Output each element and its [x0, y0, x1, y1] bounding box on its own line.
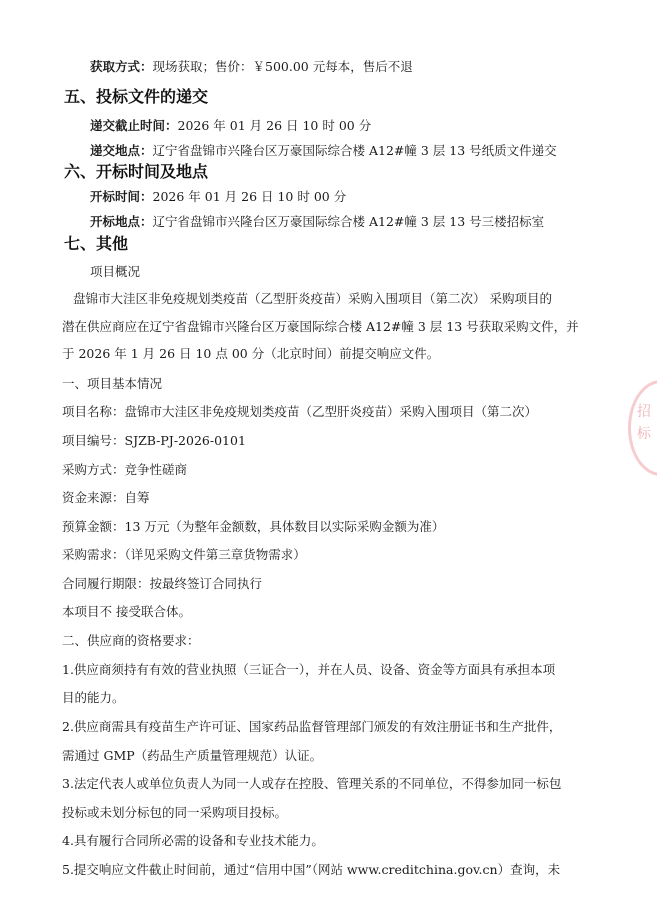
qualification-line: 4.具有履行合同所必需的设备和专业技术能力。 [62, 833, 324, 848]
qualification-heading: 二、供应商的资格要求： [62, 633, 200, 648]
obtain-text: 现场获取；售价：￥500.00 元每本，售后不退 [152, 59, 413, 74]
opening-time-line [90, 189, 346, 205]
qualification-line: 需通过 GMP（药品生产质量管理规范）认证。 [62, 748, 323, 763]
qualification-line: 2.供应商需具有疫苗生产许可证、国家药品监督管理部门颁发的有效注册证书和生产批件， [62, 719, 562, 734]
submit-deadline-value: 2026 年 01 月 26 日 10 时 00 分 [177, 118, 372, 133]
project-name: 项目名称：盘锦市大洼区非免疫规划类疫苗（乙型肝炎疫苗）采购入围项目（第二次） [62, 404, 538, 419]
qualification-line: 投标或未划分标包的同一采购项目投标。 [62, 805, 288, 820]
section6-heading: 六、开标时间及地点 [64, 162, 209, 181]
procurement-method: 采购方式：竞争性磋商 [62, 462, 188, 477]
qualification-line: 5.提交响应文件截止时间前，通过“信用中国”（网站 www.creditchina.gov.cn）查询，未 [62, 862, 561, 877]
qualification-line: 3.法定代表人或单位负责人为同一人或存在控股、管理关系的不同单位，不得参加同一标包 [62, 776, 562, 791]
overview-line: 盘锦市大洼区非免疫规划类疫苗（乙型肝炎疫苗）采购入围项目（第二次） 采购项目的 [73, 291, 552, 306]
contract-period: 合同履行期限：按最终签订合同执行 [62, 576, 263, 591]
overview-line: 于 2026 年 1 月 26 日 10 点 00 分（北京时间）前提交响应文件。 [62, 346, 440, 361]
obtain-label: 获取方式： [90, 59, 153, 74]
submit-deadline-label: 递交截止时间： [90, 118, 178, 133]
qualification-line: 1.供应商须持有有效的营业执照（三证合一），并在人员、设备、资金等方面具有承担本项 [62, 662, 556, 677]
qualification-line: 目的能力。 [62, 690, 125, 705]
budget-amount: 预算金额：13 万元（为整年金额数，具体数目以实际采购金额为准） [62, 519, 445, 534]
seal-text: 招 标 [637, 404, 651, 442]
opening-place-line [90, 214, 544, 230]
section7-heading: 七、其他 [64, 234, 129, 253]
obtain-line [90, 59, 413, 75]
basic-info-heading: 一、项目基本情况 [62, 376, 163, 391]
opening-place-value: 辽宁省盘锦市兴隆台区万豪国际综合楼 A12#幢 3 层 13 号三楼招标室 [152, 214, 545, 229]
procurement-requirement: 采购需求：（详见采购文件第三章货物需求） [62, 547, 306, 562]
consortium-note: 本项目不 接受联合体。 [62, 604, 191, 619]
opening-place-label: 开标地点： [90, 214, 153, 229]
section5-heading: 五、投标文件的递交 [64, 87, 209, 106]
opening-time-value: 2026 年 01 月 26 日 10 时 00 分 [152, 189, 347, 204]
submit-deadline-line [90, 118, 371, 134]
submit-location-line [90, 143, 557, 159]
submit-location-label: 递交地点： [90, 143, 153, 158]
overview-title: 项目概况 [90, 264, 141, 279]
overview-line: 潜在供应商应在辽宁省盘锦市兴隆台区万豪国际综合楼 A12#幢 3 层 13 号获取采购文件，并 [62, 319, 579, 334]
seal-stamp [628, 380, 657, 476]
project-number: 项目编号：SJZB-PJ-2026-0101 [62, 433, 246, 448]
opening-time-label: 开标时间： [90, 189, 153, 204]
fund-source: 资金来源：自筹 [62, 490, 150, 505]
submit-location-value: 辽宁省盘锦市兴隆台区万豪国际综合楼 A12#幢 3 层 13 号纸质文件递交 [152, 143, 557, 158]
